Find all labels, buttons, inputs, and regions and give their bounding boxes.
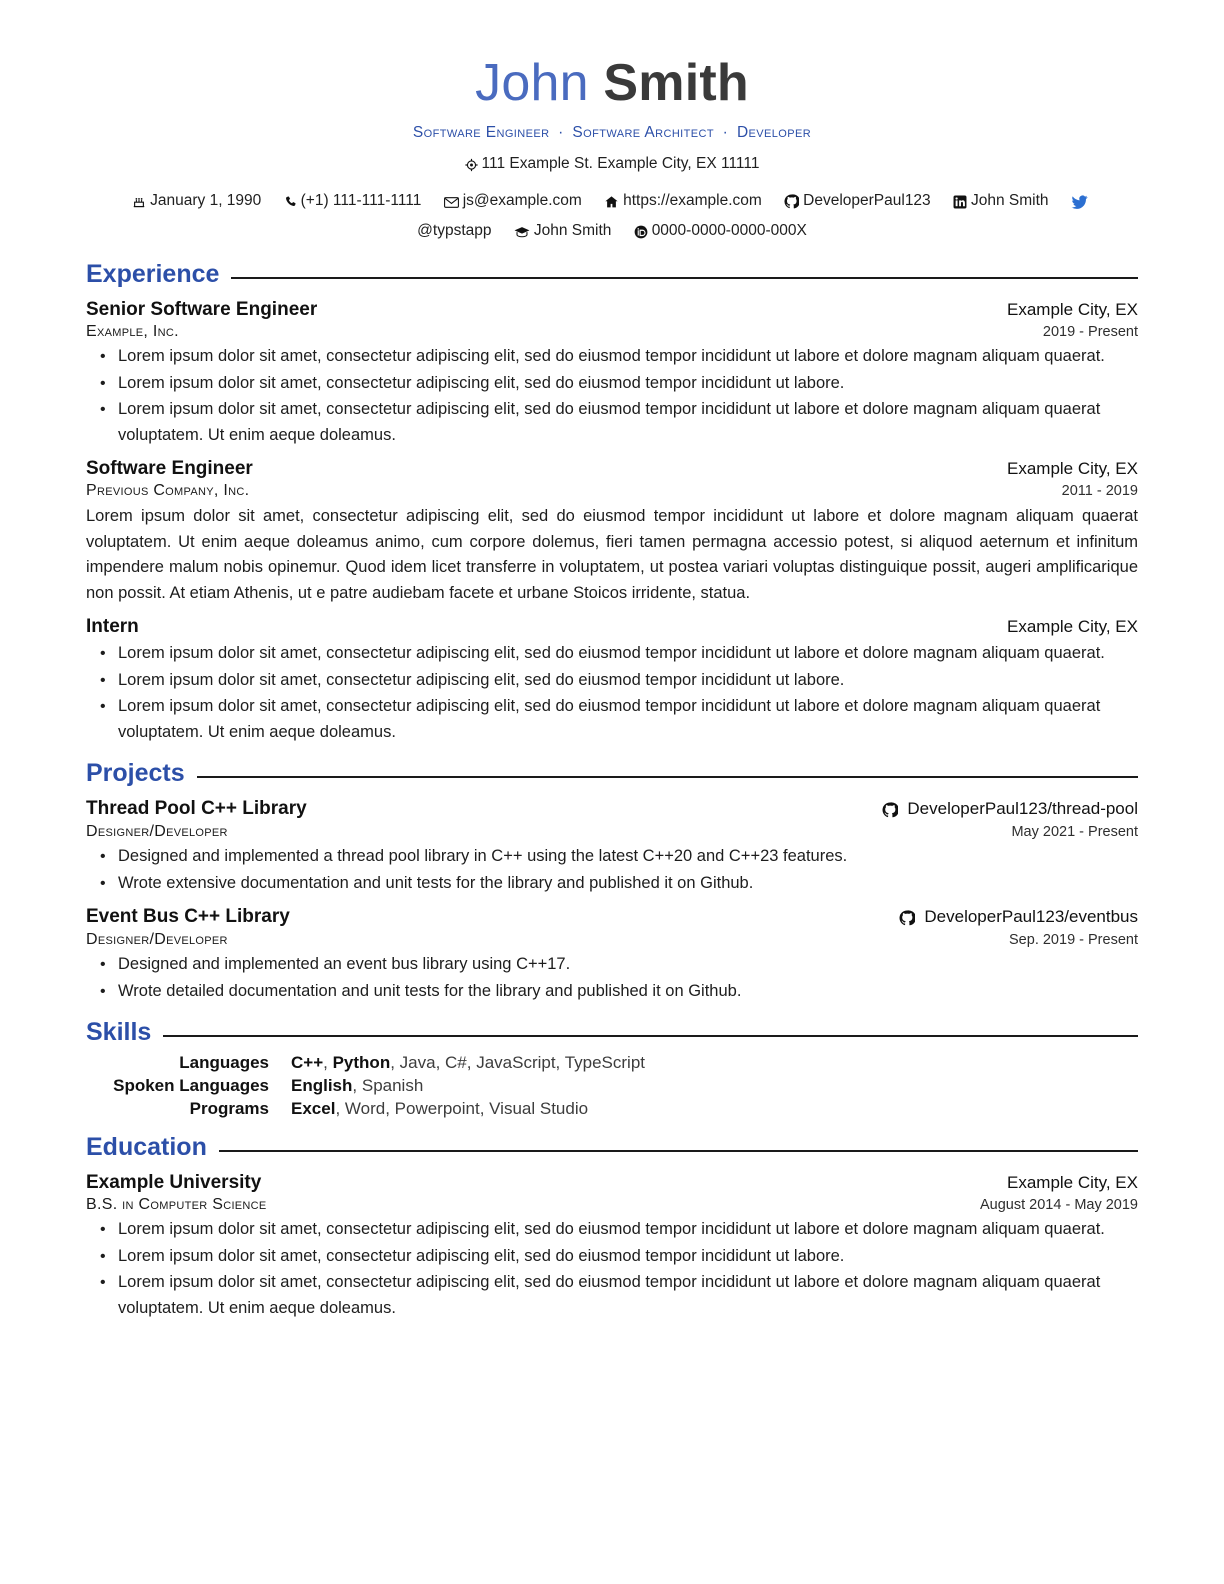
github-icon xyxy=(784,190,799,216)
section-education xyxy=(86,1133,1138,1321)
entry-location: Example City, EX xyxy=(1006,459,1138,478)
skill-rest: Spanish xyxy=(361,1076,424,1095)
github-icon xyxy=(899,909,920,928)
list-item: • Wrote detailed documentation and unit tests for the library and published it on Github. xyxy=(116,979,1138,1005)
list-item: • Lorem ipsum dolor sit amet, consectetur adipiscing elit, sed do eiusmod tempor incididunt ut labore et dolore magnam aliquam quaerat voluptatem. Ut enim aeque doleamus. xyxy=(116,694,1138,745)
entry-title: Thread Pool C++ Library xyxy=(86,798,307,819)
skill-value: Excel, Word, Powerpoint, Visual Studio xyxy=(291,1099,589,1118)
skill-label: Programs xyxy=(189,1099,269,1118)
email-text: js@example.com xyxy=(462,192,582,209)
entry-organization: Previous Company, Inc. xyxy=(86,482,250,499)
section-title: Projects xyxy=(86,759,185,787)
entry-bullets xyxy=(86,1217,1138,1321)
section-title: Education xyxy=(86,1133,207,1161)
contact-line-2 xyxy=(86,218,1138,246)
entry-title: Intern xyxy=(86,616,139,637)
list-item: • Lorem ipsum dolor sit amet, consectetur adipiscing elit, sed do eiusmod tempor incididunt ut labore et dolore magnam aliquam quaerat voluptatem. Ut enim aeque doleamus. xyxy=(116,397,1138,448)
skill-bold: Python xyxy=(332,1053,391,1072)
twitter-handle-item[interactable] xyxy=(417,218,491,244)
entry-date: May 2021 - Present xyxy=(1011,824,1138,840)
entry-bullets xyxy=(86,952,1138,1004)
github-text: DeveloperPaul123 xyxy=(803,192,931,209)
project-repo-link[interactable] xyxy=(899,907,1138,929)
skill-bold: Excel xyxy=(291,1099,336,1118)
section-skills xyxy=(86,1018,1138,1119)
orcid-text: 0000-0000-0000-000X xyxy=(651,222,807,239)
list-item: • Wrote extensive documentation and unit tests for the library and published it on Github. xyxy=(116,871,1138,897)
orcid-item[interactable] xyxy=(634,218,807,246)
section-rule xyxy=(219,1150,1138,1152)
scholar-item[interactable] xyxy=(514,218,612,246)
project-repo-text: DeveloperPaul123/eventbus xyxy=(924,907,1138,926)
entry-location: Example City, EX xyxy=(1006,617,1138,636)
email-item[interactable] xyxy=(444,188,582,216)
section-experience xyxy=(86,260,1138,745)
linkedin-text: John Smith xyxy=(971,192,1049,209)
skill-row xyxy=(86,1099,1138,1119)
experience-entry xyxy=(86,458,1138,606)
education-entry xyxy=(86,1172,1138,1321)
list-item: • Lorem ipsum dolor sit amet, consectetur adipiscing elit, sed do eiusmod tempor incididunt ut labore et dolore magnam aliquam quaerat. xyxy=(116,1217,1138,1243)
skill-rest: Java, C#, JavaScript, TypeScript xyxy=(399,1053,646,1072)
skills-table xyxy=(86,1053,1138,1119)
first-name: John xyxy=(475,54,589,112)
twitter-handle-text: @typstapp xyxy=(417,222,492,239)
entry-title: Senior Software Engineer xyxy=(86,299,318,320)
birthday-text: January 1, 1990 xyxy=(150,192,262,209)
section-title: Experience xyxy=(86,260,220,288)
section-rule xyxy=(163,1035,1138,1037)
linkedin-item[interactable] xyxy=(953,188,1049,216)
skill-value: English, Spanish xyxy=(291,1076,424,1095)
entry-role: Designer/Developer xyxy=(86,931,228,948)
graduation-cap-icon xyxy=(514,220,530,246)
section-projects xyxy=(86,759,1138,1004)
list-item: • Lorem ipsum dolor sit amet, consectetur adipiscing elit, sed do eiusmod tempor incididunt ut labore. xyxy=(116,1244,1138,1270)
title-separator-1: · xyxy=(558,124,564,141)
entry-date: Sep. 2019 - Present xyxy=(1009,932,1138,948)
skill-value: C++, Python, Java, C#, JavaScript, TypeScript xyxy=(291,1053,646,1072)
title-separator-2: · xyxy=(722,124,729,141)
entry-role: Designer/Developer xyxy=(86,823,228,840)
title-3: Developer xyxy=(736,124,812,141)
phone-item[interactable] xyxy=(284,188,422,216)
project-entry xyxy=(86,906,1138,1004)
skill-rest: Word, Powerpoint, Visual Studio xyxy=(344,1099,589,1118)
entry-bullets xyxy=(86,844,1138,896)
entry-degree: B.S. in Computer Science xyxy=(86,1196,267,1213)
project-repo-text: DeveloperPaul123/thread-pool xyxy=(907,799,1138,818)
entry-organization: Example, Inc. xyxy=(86,323,179,340)
section-title: Skills xyxy=(86,1018,152,1046)
website-item[interactable] xyxy=(604,188,762,216)
birthday-item xyxy=(132,188,261,216)
twitter-icon xyxy=(1071,190,1088,216)
project-entry xyxy=(86,798,1138,896)
github-icon xyxy=(882,801,903,820)
section-header xyxy=(86,1133,1138,1162)
address-text: 111 Example St. Example City, EX 11111 xyxy=(481,155,760,172)
list-item: • Lorem ipsum dolor sit amet, consectetur adipiscing elit, sed do eiusmod tempor incididunt ut labore et dolore magnam aliquam quaerat. xyxy=(116,641,1138,667)
website-text: https://example.com xyxy=(623,192,762,209)
last-name: Smith xyxy=(603,54,749,112)
professional-titles xyxy=(86,124,1138,142)
list-item: • Lorem ipsum dolor sit amet, consectetur adipiscing elit, sed do eiusmod tempor incididunt ut labore. xyxy=(116,668,1138,694)
entry-location: Example City, EX xyxy=(1006,1173,1138,1192)
twitter-item[interactable] xyxy=(1071,188,1092,216)
list-item: • Lorem ipsum dolor sit amet, consectetur adipiscing elit, sed do eiusmod tempor incididunt ut labore. xyxy=(116,371,1138,397)
title-1: Software Engineer xyxy=(412,124,550,141)
home-icon xyxy=(604,190,619,216)
list-item: • Designed and implemented a thread pool library in C++ using the latest C++20 and C++23 features. xyxy=(116,844,1138,870)
entry-date: 2019 - Present xyxy=(1042,324,1138,340)
experience-entry xyxy=(86,299,1138,448)
resume-header xyxy=(86,52,1138,246)
title-2: Software Architect xyxy=(572,124,714,141)
section-rule xyxy=(197,776,1138,778)
entry-date: 2011 - 2019 xyxy=(1061,483,1138,499)
section-header xyxy=(86,260,1138,289)
skill-row xyxy=(86,1076,1138,1096)
skill-label: Spoken Languages xyxy=(113,1076,269,1095)
skill-row xyxy=(86,1053,1138,1073)
address-line xyxy=(86,151,1138,179)
entry-location: Example City, EX xyxy=(1006,300,1138,319)
linkedin-icon xyxy=(953,190,967,216)
orcid-icon xyxy=(634,220,648,246)
experience-entry xyxy=(86,616,1138,745)
envelope-icon xyxy=(444,190,459,216)
skill-bold: English xyxy=(291,1076,353,1095)
section-header xyxy=(86,759,1138,788)
phone-text: (+1) 111-111-1111 xyxy=(300,192,422,209)
list-item: • Lorem ipsum dolor sit amet, consectetur adipiscing elit, sed do eiusmod tempor incididunt ut labore et dolore magnam aliquam quaerat voluptatem. Ut enim aeque doleamus. xyxy=(116,1270,1138,1321)
scholar-text: John Smith xyxy=(533,222,612,239)
page-title xyxy=(86,52,1138,114)
github-item[interactable] xyxy=(784,188,931,216)
project-repo-link[interactable] xyxy=(882,799,1138,821)
birthday-cake-icon xyxy=(132,190,146,216)
address-item xyxy=(465,151,760,179)
skill-label: Languages xyxy=(179,1053,269,1072)
section-header xyxy=(86,1018,1138,1047)
location-pin-icon xyxy=(465,153,478,179)
contact-line-1 xyxy=(86,188,1138,216)
entry-paragraph: Lorem ipsum dolor sit amet, consectetur adipiscing elit, sed do eiusmod tempor incididunt ut labore et dolore magnam aliquam quaerat voluptatem. Ut enim aeque doleamus animo, cum corpore dolemus, fieri tamen permagna accessio potest, si aliquod aeternum et infinitum impendere malum nobis opinemur. Quod idem licet transferre in voluptatem, ut postea variari voluptas distinguique possit, augeri amplificarique non possit. At etiam Athenis, ut e patre audiebam facete et urbane Stoicos irridente, statua. xyxy=(86,507,1138,602)
entry-bullets xyxy=(86,641,1138,745)
skill-bold: C++ xyxy=(291,1053,324,1072)
entry-title: Event Bus C++ Library xyxy=(86,906,290,927)
section-rule xyxy=(231,277,1138,279)
entry-date: August 2014 - May 2019 xyxy=(980,1197,1138,1213)
list-item: • Lorem ipsum dolor sit amet, consectetur adipiscing elit, sed do eiusmod tempor incididunt ut labore et dolore magnam aliquam quaerat. xyxy=(116,344,1138,370)
entry-title: Example University xyxy=(86,1172,262,1193)
list-item: • Designed and implemented an event bus library using C++17. xyxy=(116,952,1138,978)
entry-title: Software Engineer xyxy=(86,458,253,479)
phone-icon xyxy=(284,190,297,216)
entry-bullets xyxy=(86,344,1138,448)
